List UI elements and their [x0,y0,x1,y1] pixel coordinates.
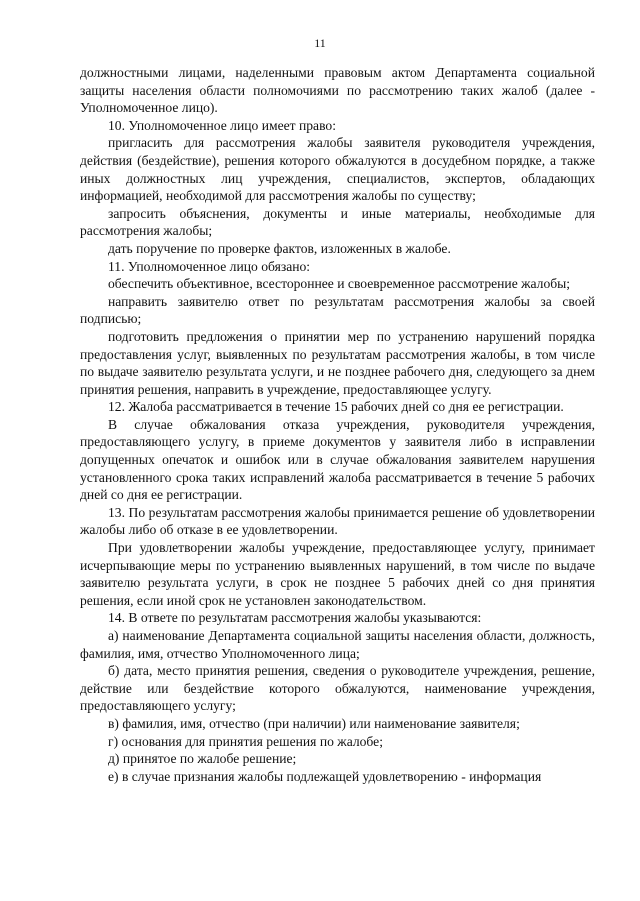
paragraph-duty-ensure: обеспечить объективное, всестороннее и своевременное рассмотрение жалобы; [108,276,571,292]
paragraph-appeal-term: В случае обжалования отказа учреждения, руководителя учреждения, предоставляющего услугу, в приеме документов у заявителя либо в исправлении допущенных опечаток и ошибок или в случае обжалования заявителем нарушения установленного срока таких исправлений жалоба рассматривается в течение 5 рабочих дней со дня ее регистрации. [80,416,595,503]
paragraph-subitem-d: д) принятое по жалобе решение; [108,751,297,767]
paragraph-subitem-b: б) дата, место принятия решения, сведения о руководителе учреждения, решение, действие или бездействие которого обжалуются, наименование учреждения, предоставляющего услугу; [80,663,595,714]
paragraph-item-14: 14. В ответе по результатам рассмотрения жалобы указываются: [108,610,482,626]
paragraph-subitem-e: е) в случае признания жалобы подлежащей удовлетворению - информация [108,768,542,784]
paragraph-duty-proposals: подготовить предложения о принятии мер по устранению нарушений порядка предоставления услуг, выявленных по результатам рассмотрения жалобы, в том числе по выдаче заявителю результата услуги, и не позднее рабочего дня, следующего за днем принятия решения, направить в учреждение, предоставляющее услугу. [80,328,595,397]
paragraph-subitem-a: а) наименование Департамента социальной защиты населения области, должность, фамилия, имя, отчество Уполномоченного лица; [80,628,595,661]
paragraph-right-request: запросить объяснения, документы и иные материалы, необходимые для рассмотрения жалобы; [80,205,595,239]
paragraph-right-assign: дать поручение по проверке фактов, изложенных в жалобе. [108,240,451,256]
paragraph-item-12: 12. Жалоба рассматривается в течение 15 рабочих дней со дня ее регистрации. [108,399,564,415]
page-number: 11 [314,36,326,50]
document-body [80,64,595,785]
paragraph-right-invite: пригласить для рассмотрения жалобы заявителя руководителя учреждения, действия (бездействие), решения которого обжалуются в досудебном порядке, а также иных должностных лиц учреждения, специалистов, экспертов, обладающих информацией, необходимой для рассмотрения жалобы по существу; [80,135,595,204]
paragraph-subitem-v: в) фамилия, имя, отчество (при наличии) или наименование заявителя; [108,715,520,731]
paragraph-item-13: 13. По результатам рассмотрения жалобы принимается решение об удовлетворении жалобы либо об отказе в ее удовлетворении. [80,504,595,538]
paragraph-duty-reply: направить заявителю ответ по результатам рассмотрения жалобы за своей подписью; [80,293,595,327]
paragraph-continuation: должностными лицами, наделенными правовым актом Департамента социальной защиты населения области полномочиями по рассмотрению таких жалоб (далее - Уполномоченное лицо). [80,65,595,116]
paragraph-item-10: 10. Уполномоченное лицо имеет право: [108,117,336,133]
paragraph-item-11: 11. Уполномоченное лицо обязано: [108,258,311,274]
paragraph-subitem-g: г) основания для принятия решения по жалобе; [108,733,383,749]
paragraph-satisfaction: При удовлетворении жалобы учреждение, предоставляющее услугу, принимает исчерпывающие меры по устранению выявленных нарушений, в том числе по выдаче заявителю результата услуги, в срок не позднее 5 рабочих дней со дня принятия решения, если иной срок не установлен законодательством. [80,540,595,608]
